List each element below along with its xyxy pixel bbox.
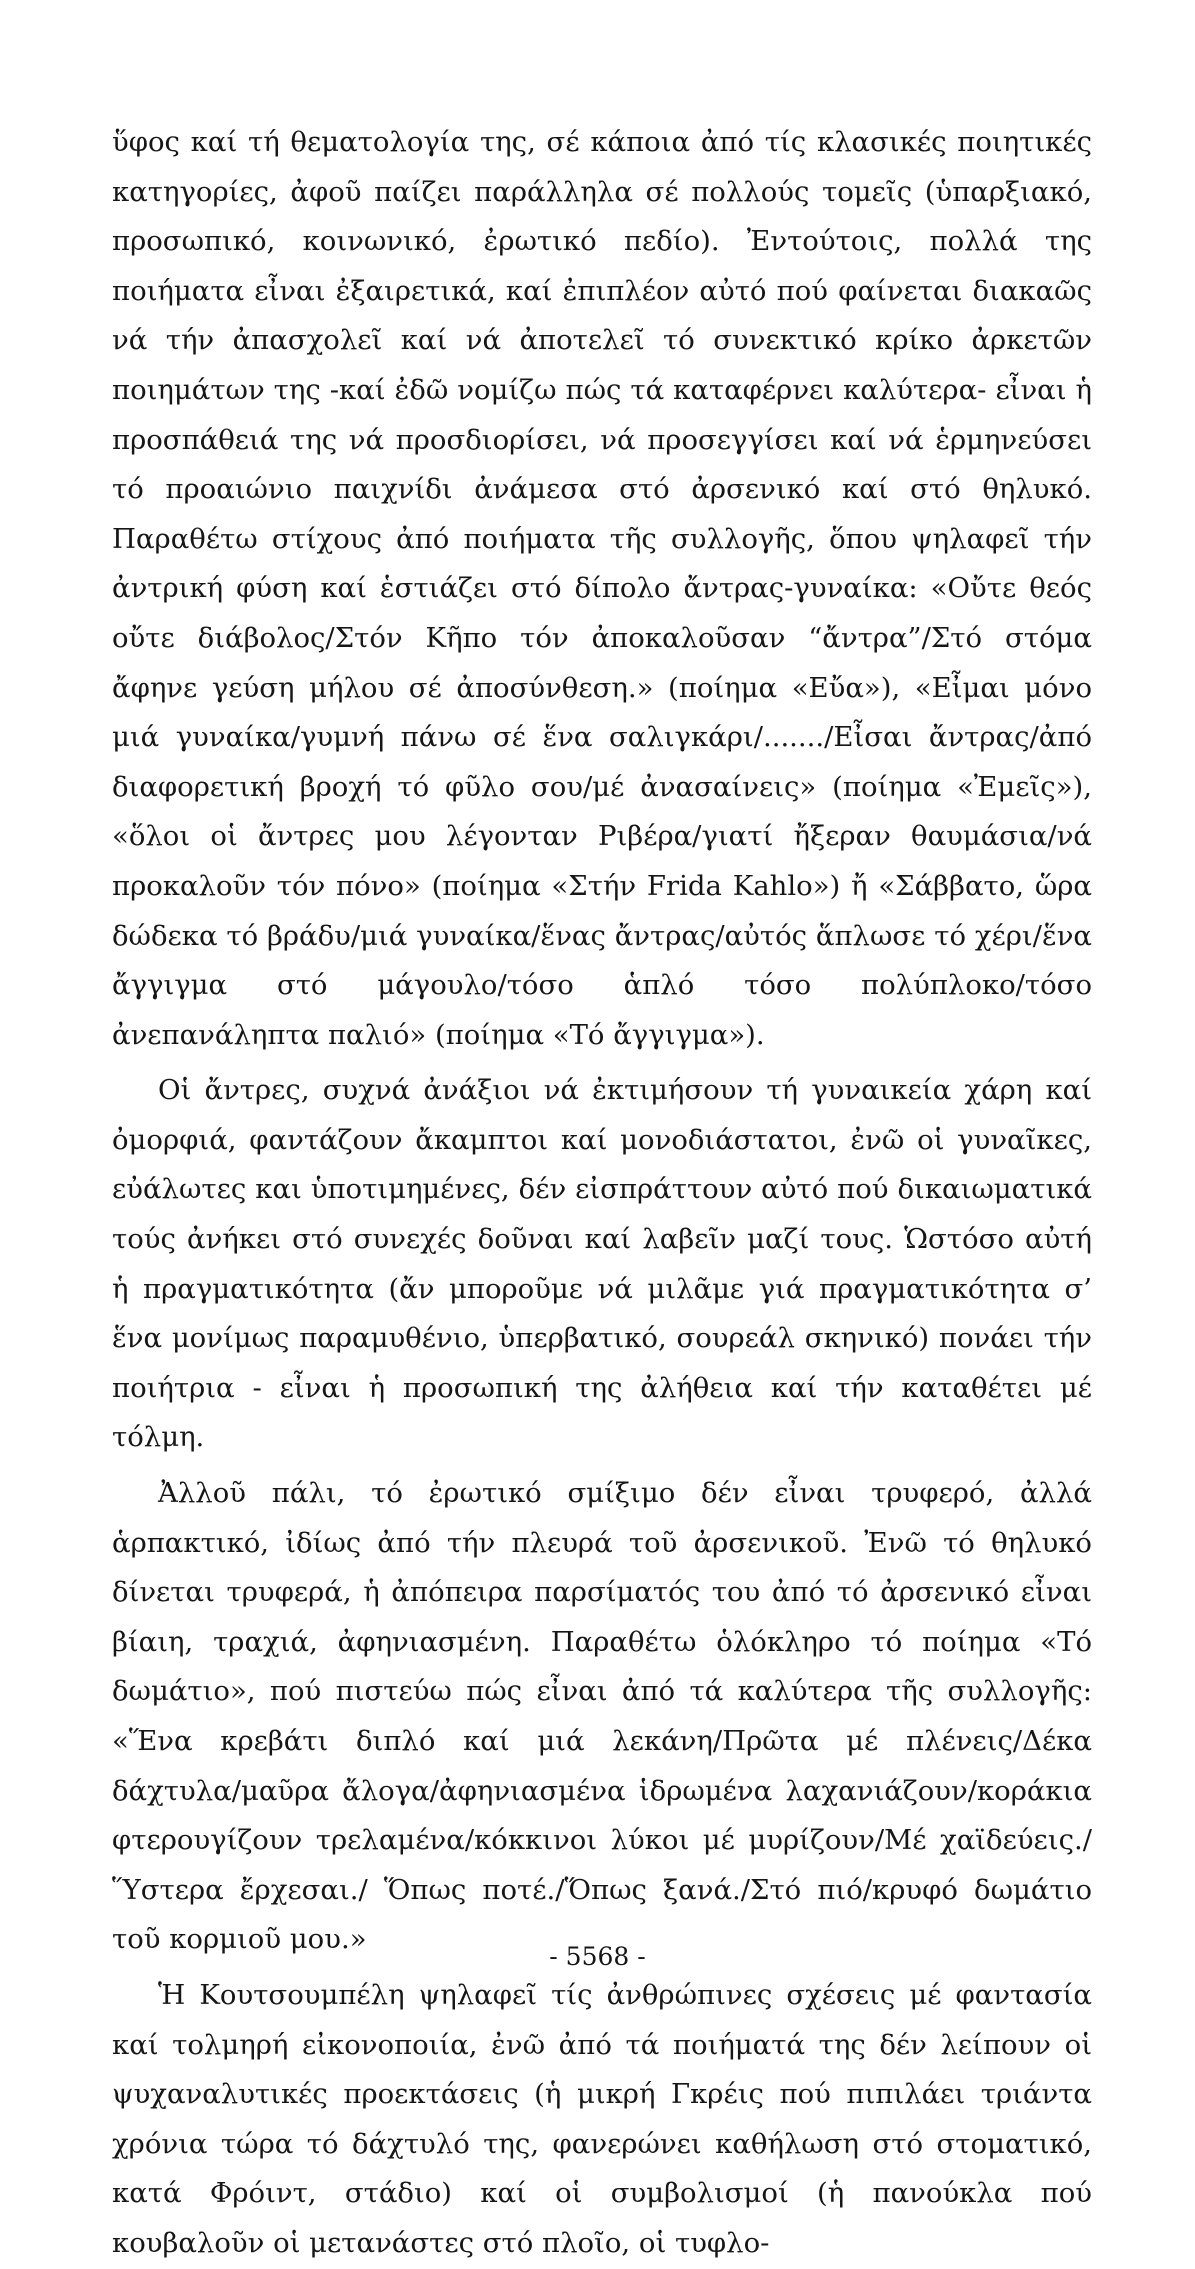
paragraph-4: Ἡ Κουτσουμπέλη ψηλαφεῖ τίς ἀνθρώπινες σχέσεις μέ φαντασία καί τολμηρή εἰκονοποιία, ἐνῶ ἀπό τά ποιήματά της δέν λείπουν οἱ ψυχαναλυτικές προεκτάσεις (ἡ μικρή Γκρέις πού πιπιλάει τριάντα χρόνια τώρα τό δάχτυλό της, φανερώνει καθήλωση στό στοματικό, κατά Φρόιντ, στάδιο) καί οἱ συμβολισμοί (ἡ πανούκλα πού κουβαλοῦν οἱ μετανάστες στό πλοῖο, οἱ τυφλο- [112, 1978, 1092, 2259]
page-number: - 5568 - [549, 1942, 646, 1971]
paragraph-2: Οἱ ἄντρες, συχνά ἀνάξιοι νά ἐκτιμήσουν τή γυναικεία χάρη καί ὀμορφιά, φαντάζουν ἄκαμπτοι καί μονοδιάστατοι, ἐνῶ οἱ γυναῖκες, εὐάλωτες και ὑποτιμημένες, δέν εἰσπράττουν αὐτό πού δικαιωματικά τούς ἀνήκει στό συνεχές δοῦναι καί λαβεῖν μαζί τους. Ὡστόσο αὐτή ἡ πραγματικότητα (ἄν μποροῦμε νά μιλᾶμε γιά πραγματικότητα σ’ ἕνα μονίμως παραμυθένιο, ὑπερβατικό, σουρεάλ σκηνικό) πονάει τήν ποιήτρια - εἶναι ἡ προσωπική της ἀλήθεια καί τήν καταθέτει μέ τόλμη. [112, 1074, 1092, 1454]
paragraph-1: ὕφος καί τή θεματολογία της, σέ κάποια ἀπό τίς κλασικές ποιητικές κατηγορίες, ἀφοῦ παίζει παράλληλα σέ πολλούς τομεῖς (ὑπαρξιακό, προσωπικό, κοινωνικό, ἐρωτικό πεδίο). Ἐντούτοις, πολλά της ποιήματα εἶναι ἐξαιρετικά, καί ἐπιπλέον αὐτό πού φαίνεται διακαῶς νά τήν ἀπασχολεῖ καί νά ἀποτελεῖ τό συνεκτικό κρίκο ἀρκετῶν ποιημάτων της -καί ἐδῶ νομίζω πώς τά καταφέρνει καλύτερα- εἶναι ἡ προσπάθειά της νά προσδιορίσει, νά προσεγγίσει καί νά ἑρμηνεύσει τό προαιώνιο παιχνίδι ἀνάμεσα στό ἀρσενικό καί στό θηλυκό. Παραθέτω στίχους ἀπό ποιήματα τῆς συλλογῆς, ὅπου ψηλαφεῖ τήν ἀντρική φύση καί ἑστιάζει στό δίπολο ἄντρας-γυναίκα: «Οὔτε θεός οὔτε διάβολος/Στόν Κῆπο τόν ἀποκαλοῦσαν “ἄντρα”/Στό στόμα ἄφηνε γεύση μήλου σέ ἀποσύνθεση.» (ποίημα «Εὔα»), «Εἶμαι μόνο μιά γυναίκα/γυμνή πάνω σέ ἕνα σαλιγκάρι/......./Εἶσαι ἄντρας/ἀπό διαφορετική βροχή τό φῦλο σου/μέ ἀνασαίνεις» (ποίημα «Ἐμεῖς»), «ὅλοι οἱ ἄντρες μου λέγονταν Ριβέρα/γιατί ἤξεραν θαυμάσια/νά προκαλοῦν τόν πόνο» (ποίημα «Στήν Frida Kahlo») ἤ «Σάββατο, ὥρα δώδεκα τό βράδυ/μιά γυναίκα/ἕνας ἄντρας/αὐτός ἅπλωσε τό χέρι/ἕνα ἄγγιγμα στό μάγουλο/τόσο ἁπλό τόσο πολύπλοκο/τόσο ἀνεπανάληπτα παλιό» (ποίημα «Τό ἄγγιγμα»). [112, 126, 1092, 1051]
paragraph-3: Ἀλλοῦ πάλι, τό ἐρωτικό σμίξιμο δέν εἶναι τρυφερό, ἀλλά ἁρπακτικό, ἰδίως ἀπό τήν πλευρά τοῦ ἀρσενικοῦ. Ἐνῶ τό θηλυκό δίνεται τρυφερά, ἡ ἀπόπειρα παρσίματός του ἀπό τό ἀρσενικό εἶναι βίαιη, τραχιά, ἀφηνιασμένη. Παραθέτω ὁλόκληρο τό ποίημα «Τό δωμάτιο», πού πιστεύω πώς εἶναι ἀπό τά καλύτερα τῆς συλλογῆς: «Ἕνα κρεβάτι διπλό καί μιά λεκάνη/Πρῶτα μέ πλένεις/Δέκα δάχτυλα/μαῦρα ἄλογα/ἀφηνιασμένα ἱδρωμένα λαχανιάζουν/κοράκια φτερουγίζουν τρελαμένα/κόκκινοι λύκοι μέ μυρίζουν/Μέ χαϊδεύεις./Ὕστερα ἔρχεσαι./ Ὅπως ποτέ./Ὅπως ξανά./Στό πιό/κρυφό δωμάτιο τοῦ κορμιοῦ μου.» [112, 1477, 1092, 1956]
